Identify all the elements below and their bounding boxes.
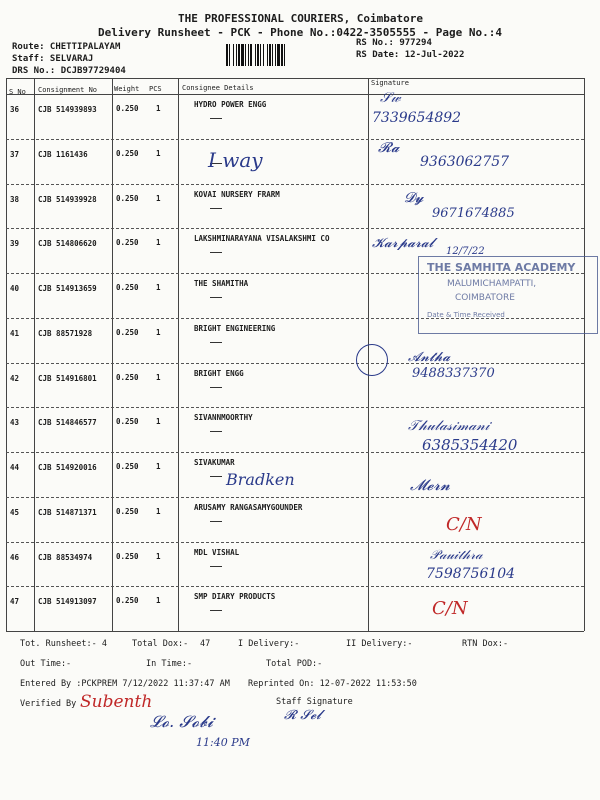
- row-divider: [6, 363, 584, 364]
- col-divider: [112, 78, 113, 631]
- runsheet-title: Delivery Runsheet - PCK - Phone No.:0422-3505555 - Page No.:4: [98, 26, 502, 39]
- row-sno: 39: [10, 239, 20, 249]
- row-consignee: ARUSAMY RANGASAMYGOUNDER: [194, 502, 303, 512]
- ii-delivery: II Delivery:-: [346, 639, 413, 649]
- company-stamp: [418, 256, 598, 334]
- row-weight: 0.250: [116, 462, 139, 471]
- signature-circle-icon: [356, 344, 388, 376]
- verified-signature: Subenth: [80, 692, 153, 712]
- table-bottom-border: [6, 631, 584, 632]
- in-time: In Time:-: [146, 659, 193, 669]
- row-divider: [6, 542, 584, 543]
- row-consignment: CJB 514939928: [38, 194, 97, 204]
- staff-label: Staff: SELVARAJ: [12, 54, 94, 64]
- signature-scribble: 𝒮𝓌: [380, 90, 401, 106]
- row-pcs: 1: [156, 327, 161, 337]
- table-right-border: [584, 78, 585, 631]
- row-consignment: CJB 514846577: [38, 418, 97, 428]
- stamp-address: MALUMICHAMPATTI,: [447, 279, 537, 289]
- table-header-border: [6, 94, 584, 95]
- row-consignee: KOVAI NURSERY FRARM: [194, 189, 280, 199]
- signature-phone: 6385354420: [422, 436, 518, 454]
- cn-mark: C/N: [432, 598, 468, 619]
- total-runsheet: Tot. Runsheet:- 4: [20, 639, 107, 649]
- signature-phone: 7598756104: [426, 566, 516, 582]
- row-divider: [6, 228, 584, 229]
- row-consignment: CJB 514913097: [38, 597, 97, 607]
- row-weight: 0.250: [116, 506, 139, 516]
- row-pcs: 1: [156, 596, 161, 606]
- verified-by: Verified By: [20, 699, 77, 709]
- row-consignment: CJB 514806620: [38, 239, 97, 249]
- row-sno: 38: [10, 194, 20, 204]
- row-consignment: CJB 514913659: [38, 284, 97, 293]
- row-pcs: 1: [156, 417, 161, 427]
- row-pcs: 1: [156, 148, 161, 158]
- staff-signature-label: Staff Signature: [276, 697, 353, 707]
- signature-scribble: 𝓡𝓪: [378, 140, 400, 156]
- entered-by: Entered By :PCKPREM 7/12/2022 11:37:47 AM: [20, 679, 230, 689]
- row-sno: 37: [10, 149, 20, 159]
- row-divider: [6, 139, 584, 140]
- row-sno: 41: [10, 328, 20, 338]
- tick-mark: [210, 610, 222, 611]
- row-weight: 0.250: [116, 104, 139, 113]
- tick-mark: [210, 566, 222, 567]
- signature-scribble: 𝓓𝔂: [404, 190, 424, 206]
- signature-scribble: 𝒫𝒶𝓊𝒾𝓉𝒽𝓇𝒶: [430, 548, 483, 563]
- col-divider: [178, 78, 179, 631]
- row-sno: 36: [10, 105, 20, 114]
- handwritten-note: Bradken: [226, 470, 295, 489]
- staff-signature-scribble: 𝓡 𝓢𝓮𝓵: [284, 708, 322, 723]
- company-name: THE PROFESSIONAL COURIERS, Coimbatore: [178, 12, 424, 25]
- row-weight: 0.250: [116, 372, 139, 382]
- signature-scribble: 𝒯𝒽𝓊𝓁𝒶𝓈𝒾𝓂𝒶𝓃𝒾: [408, 418, 490, 434]
- row-pcs: 1: [156, 193, 161, 203]
- row-consignee: MDL VISHAL: [194, 547, 240, 557]
- out-time: Out Time:-: [20, 659, 72, 669]
- row-pcs: 1: [156, 506, 161, 516]
- row-sno: 42: [10, 373, 20, 383]
- row-sno: 43: [10, 418, 20, 428]
- tick-mark: [210, 521, 222, 522]
- row-consignment: CJB 514920016: [38, 463, 97, 472]
- signature-scribble: 𝓚𝓪𝓻𝓹𝓪𝓻𝓪𝓵: [372, 236, 434, 251]
- rs-number: RS No.: 977294: [356, 38, 432, 48]
- route-label: Route: CHETTIPALAYAM: [12, 42, 121, 52]
- row-consignment: CJB 88571928: [38, 328, 93, 338]
- row-sno: 46: [10, 552, 20, 562]
- barcode-icon: [226, 44, 348, 66]
- row-pcs: 1: [156, 104, 161, 113]
- row-consignee: LAKSHMINARAYANA VISALAKSHMI CO: [194, 234, 330, 244]
- row-consignee: SMP DIARY PRODUCTS: [194, 592, 276, 602]
- stamp-received: Date & Time Received: [427, 311, 505, 319]
- table-left-border: [6, 78, 7, 631]
- signature-scribble: 𝓜𝓮𝓻𝓷: [410, 476, 451, 494]
- row-pcs: 1: [156, 283, 161, 292]
- row-weight: 0.250: [116, 283, 139, 292]
- tick-mark: [210, 252, 222, 253]
- time-note: 11:40 PM: [196, 736, 250, 749]
- reprinted-on: Reprinted On: 12-07-2022 11:53:50: [248, 679, 417, 689]
- signature-phone: 7339654892: [372, 110, 462, 126]
- row-consignee: SIVANNMOORTHY: [194, 413, 253, 423]
- row-sno: 45: [10, 507, 20, 517]
- tick-mark: [210, 208, 222, 209]
- row-divider: [6, 407, 584, 408]
- row-pcs: 1: [156, 372, 161, 382]
- staff-signature-scribble: 𝓛𝓸. 𝓢𝓸𝓫𝓲: [150, 712, 213, 731]
- row-consignment: CJB 514939893: [38, 105, 97, 114]
- table-top-border: [6, 78, 584, 79]
- row-consignment: CJB 514916801: [38, 373, 97, 383]
- tick-mark: [210, 297, 222, 298]
- col-header-pcs: PCS: [149, 85, 162, 93]
- row-sno: 40: [10, 284, 20, 293]
- row-pcs: 1: [156, 462, 161, 471]
- row-divider: [6, 586, 584, 587]
- signature-phone: 9488337370: [412, 366, 495, 381]
- row-consignment: CJB 88534974: [38, 552, 93, 562]
- tick-mark: [210, 387, 222, 388]
- row-weight: 0.250: [116, 596, 139, 606]
- row-divider: [6, 497, 584, 498]
- col-header-weight: Weight: [114, 85, 140, 93]
- stamp-title: THE SAMHITA ACADEMY: [427, 261, 576, 274]
- barcode-bar: [285, 44, 287, 66]
- stamp-city: COIMBATORE: [455, 293, 515, 303]
- col-header-signature: Signature: [371, 79, 409, 87]
- signature-phone: 9363062757: [420, 154, 510, 170]
- row-consignee: SIVAKUMAR: [194, 458, 235, 467]
- row-consignee: BRIGHT ENGG: [194, 368, 244, 378]
- i-delivery: I Delivery:-: [238, 639, 300, 649]
- row-divider: [6, 184, 584, 185]
- tick-mark: [210, 431, 222, 432]
- total-pod: Total POD:-: [266, 659, 323, 669]
- tick-mark: [210, 342, 222, 343]
- signature-scribble: 𝓐𝓷𝓽𝓱𝓪: [408, 350, 451, 365]
- row-pcs: 1: [156, 551, 161, 561]
- row-weight: 0.250: [116, 551, 139, 561]
- drs-number: DRS No.: DCJB97729404: [12, 66, 126, 76]
- row-consignee: HYDRO POWER ENGG: [194, 100, 267, 109]
- row-weight: 0.250: [116, 238, 139, 248]
- total-dox-value: 47: [200, 639, 211, 649]
- row-sno: 44: [10, 463, 20, 472]
- tick-mark: [210, 476, 222, 477]
- handwritten-note: I way: [208, 148, 263, 172]
- row-consignment: CJB 1161436: [38, 149, 88, 159]
- signature-date: 12/7/22: [446, 246, 485, 257]
- row-weight: 0.250: [116, 417, 139, 427]
- col-header-consignment: Consignment No: [38, 86, 98, 94]
- signature-phone: 9671674885: [432, 206, 515, 221]
- col-header-sno: S No: [9, 88, 26, 96]
- col-divider: [34, 78, 35, 631]
- row-consignment: CJB 514871371: [38, 507, 97, 517]
- row-weight: 0.250: [116, 327, 139, 337]
- row-sno: 47: [10, 597, 20, 607]
- row-consignee: BRIGHT ENGINEERING: [194, 323, 276, 333]
- rtn-dox: RTN Dox:-: [462, 639, 509, 649]
- rs-date: RS Date: 12-Jul-2022: [356, 50, 465, 60]
- tick-mark: [210, 118, 222, 119]
- row-weight: 0.250: [116, 193, 139, 203]
- row-consignee: THE SHAMITHA: [194, 279, 249, 288]
- row-pcs: 1: [156, 238, 161, 248]
- total-dox-label: Total Dox:-: [132, 639, 189, 649]
- cn-mark: C/N: [446, 514, 482, 535]
- col-header-consignee: Consignee Details: [182, 84, 254, 92]
- row-weight: 0.250: [116, 148, 139, 158]
